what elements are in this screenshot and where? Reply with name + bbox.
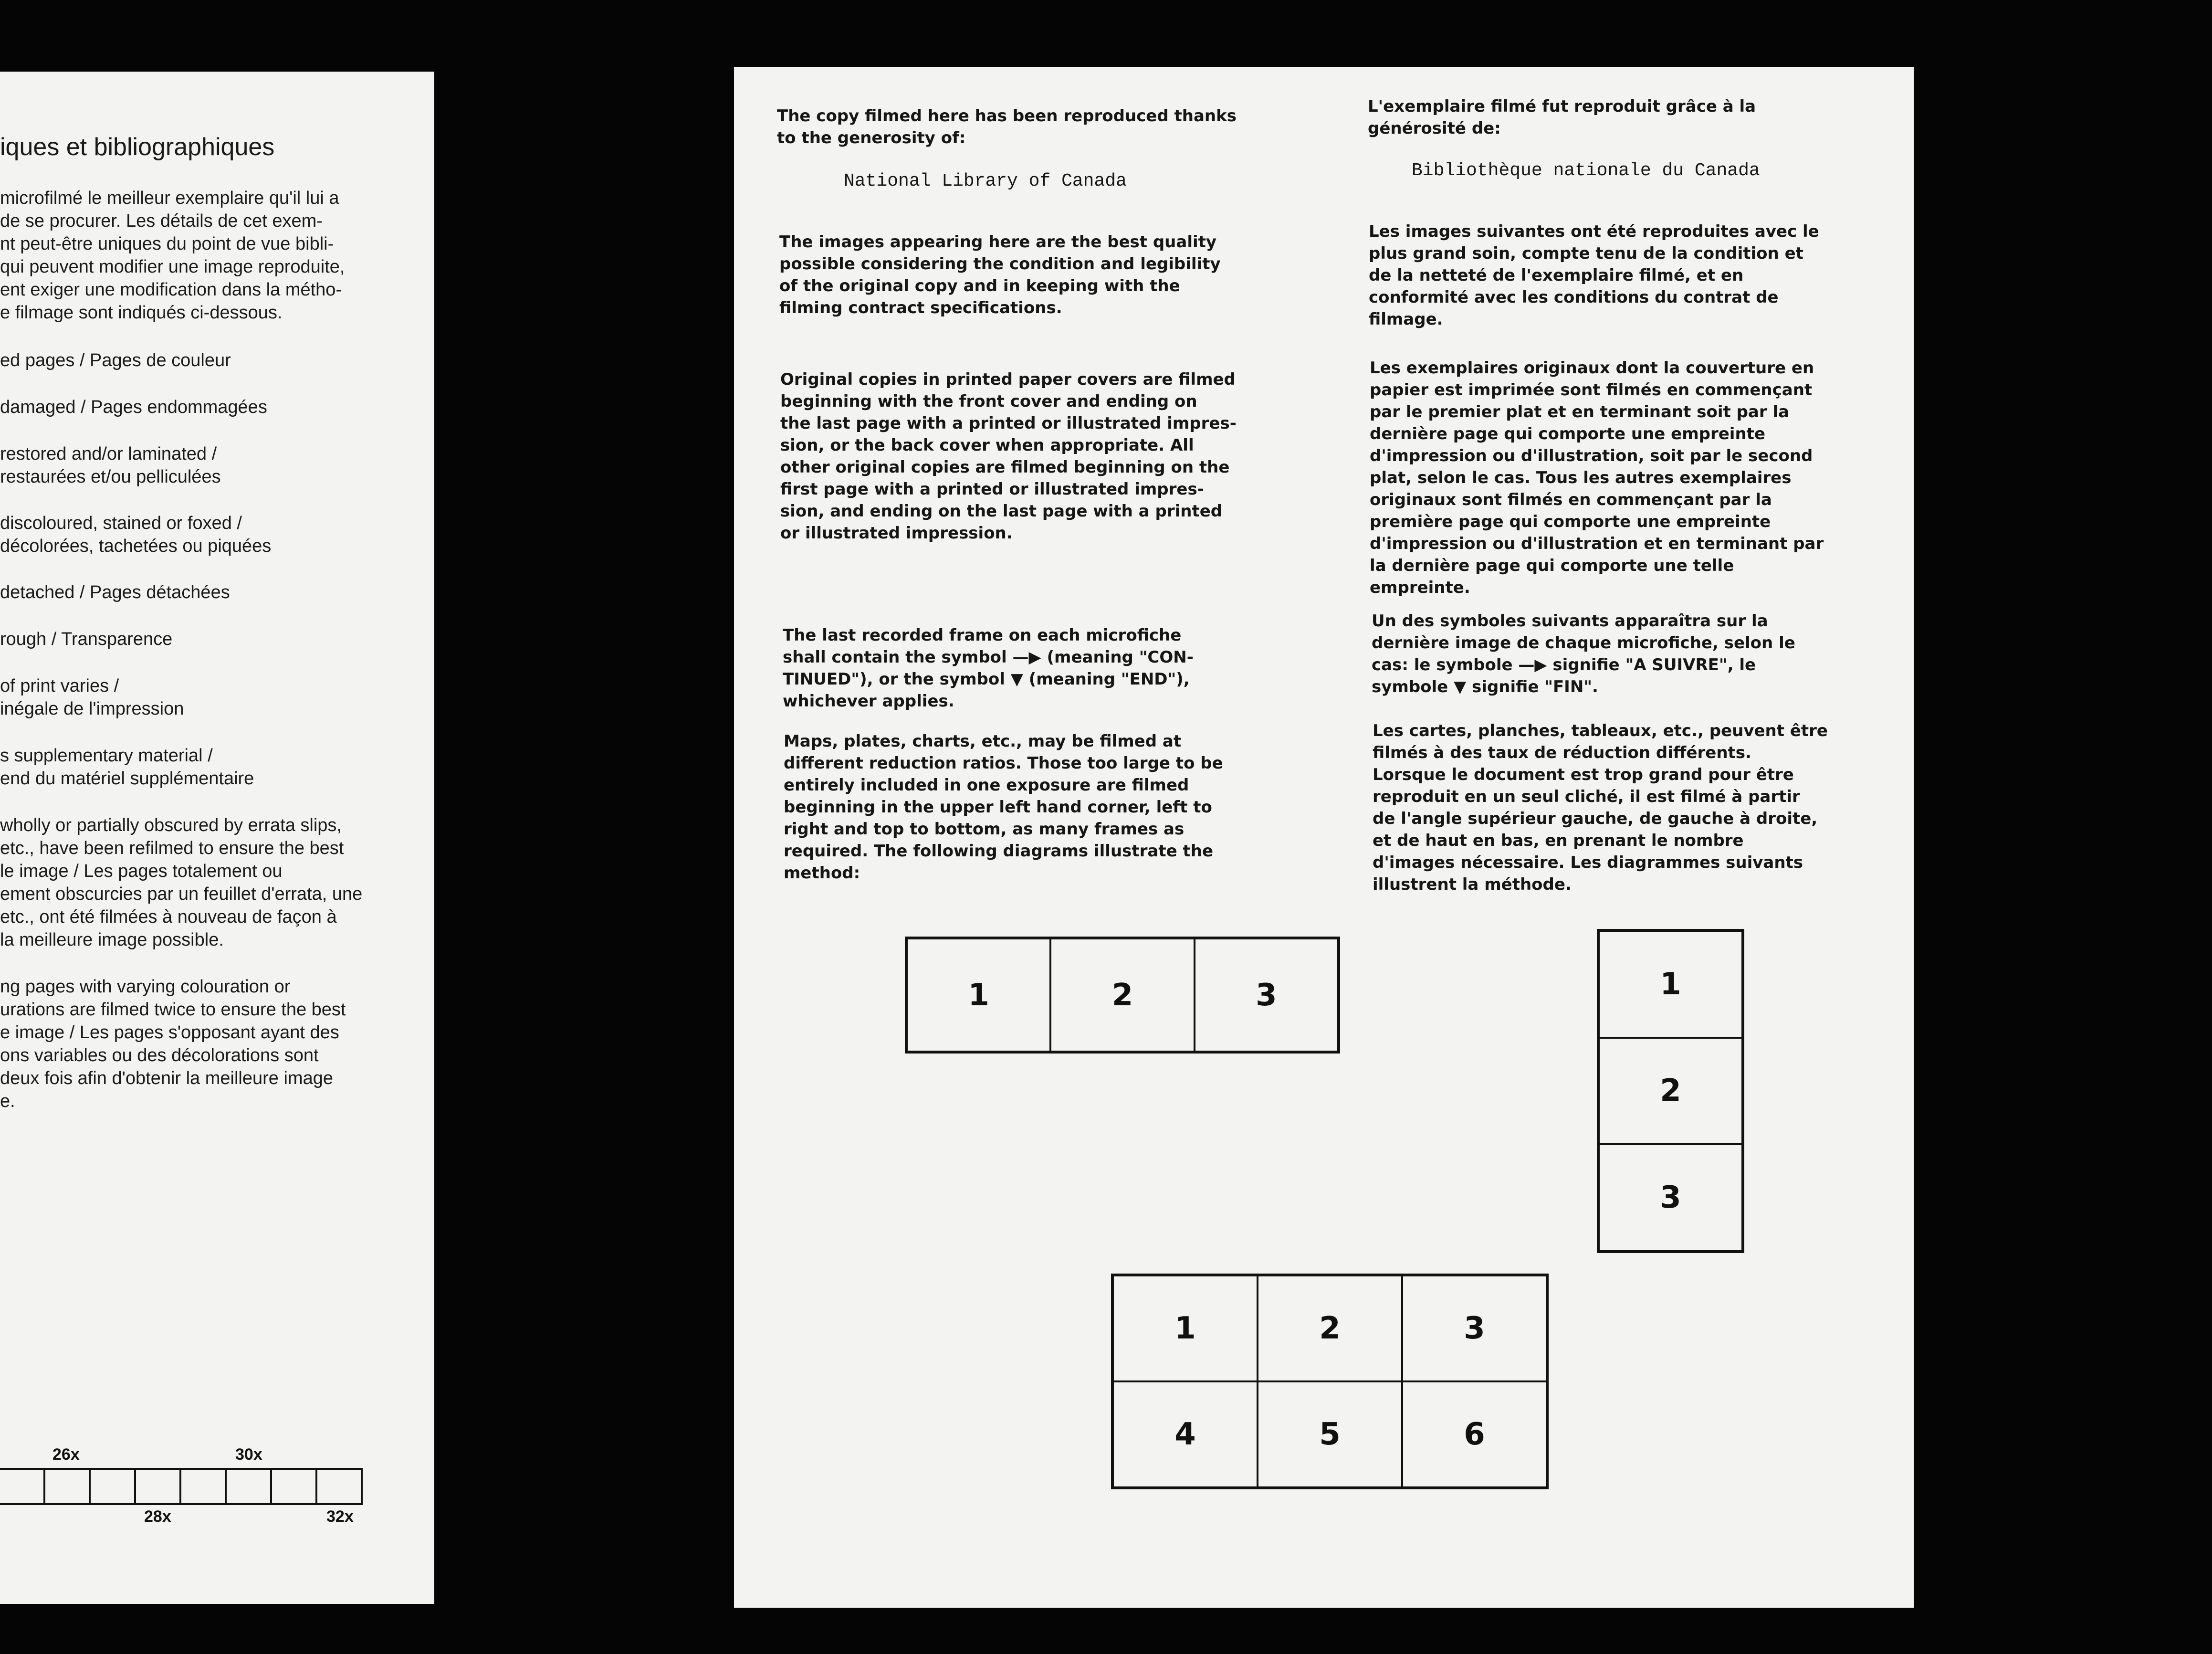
fr-thanks: L'exemplaire filmé fut reproduit grâce à la générosité de:	[1368, 97, 1756, 138]
frame-cell: 6	[1403, 1382, 1546, 1486]
item-restored-pages: restaurées et/ou pelliculées	[0, 467, 221, 487]
diagram-vertical-frames	[1597, 929, 1744, 1253]
diagram-grid-frames	[1111, 1274, 1549, 1489]
item-opposing-pages: urations are filmed twice to ensure the best	[0, 1000, 346, 1020]
frame-cell: 3	[1195, 939, 1337, 1051]
item-showthrough: rough / Transparence	[0, 629, 173, 649]
en-original-copies: Original copies in printed paper covers are filmed beginning with the front cover and ending on the last page with a printed or illustrated impres- sion, or the back cover when appropriate. All other original copies are filmed beginning on the first page with a printed or illustrated impres- sion, and ending on the last page with a printed or illustrated impression.	[780, 370, 1237, 543]
right-page	[734, 67, 1914, 1608]
fr-symbols: Un des symboles suivants apparaîtra sur la dernière image de chaque microfiche, selon le cas: le symbole —▶ signifie "A SUIVRE", le symbole ▼ signifie "FIN".	[1372, 611, 1795, 696]
item-opposing-pages: e.	[0, 1091, 15, 1111]
left-intro-line: e filmage sont indiqués ci-dessous.	[0, 303, 283, 323]
en-quality: The images appearing here are the best quality possible considering the condition and legibility of the original copy and in keeping with the filming contract specifications.	[779, 232, 1221, 317]
frame-cell: 4	[1114, 1382, 1257, 1486]
frame-cell: 3	[1600, 1145, 1741, 1250]
frame-cell: 2	[1051, 939, 1193, 1051]
item-print-quality: of print varies /	[0, 676, 119, 696]
left-page	[0, 72, 434, 1604]
en-symbols: The last recorded frame on each microfiche shall contain the symbol —▶ (meaning "CON- TINUED"), or the symbol ▼ (meaning "END"), whichever applies.	[783, 626, 1194, 711]
scale-label-26x: 26x	[52, 1445, 80, 1464]
item-obscured-pages: le image / Les pages totalement ou	[0, 861, 283, 881]
frame-cell: 1	[1114, 1276, 1257, 1380]
item-discoloured-pages: discoloured, stained or foxed /	[0, 513, 242, 533]
item-detached-pages: detached / Pages détachées	[0, 582, 230, 602]
frame-cell: 1	[908, 939, 1049, 1051]
item-opposing-pages: e image / Les pages s'opposant ayant des	[0, 1022, 339, 1043]
left-page-title: iques et bibliographiques	[0, 133, 275, 161]
item-obscured-pages: ement obscurcies par un feuillet d'errata, une	[0, 884, 363, 904]
left-intro-line: de se procurer. Les détails de cet exem-	[0, 211, 323, 231]
diagram-horizontal-frames	[905, 937, 1340, 1054]
left-intro-line: ent exiger une modification dans la métho-	[0, 280, 342, 300]
item-restored-pages: restored and/or laminated /	[0, 444, 217, 464]
item-obscured-pages: wholly or partially obscured by errata slips,	[0, 815, 342, 835]
item-discoloured-pages: décolorées, tachetées ou piquées	[0, 536, 272, 556]
item-obscured-pages: etc., ont été filmées à nouveau de façon à	[0, 907, 337, 927]
scale-label-28x: 28x	[144, 1507, 171, 1526]
item-obscured-pages: la meilleure image possible.	[0, 930, 224, 950]
left-intro-line: microfilmé le meilleur exemplaire qu'il lui a	[0, 188, 339, 208]
frame-cell: 2	[1258, 1276, 1401, 1380]
item-supplementary: end du matériel supplémentaire	[0, 769, 254, 789]
item-opposing-pages: ng pages with varying colouration or	[0, 977, 291, 997]
scale-label-32x: 32x	[326, 1507, 354, 1526]
item-opposing-pages: ons variables ou des décolorations sont	[0, 1045, 319, 1065]
en-thanks: The copy filmed here has been reproduced thanks to the generosity of:	[777, 106, 1237, 147]
frame-cell: 2	[1600, 1039, 1741, 1144]
scale-label-30x: 30x	[235, 1445, 262, 1464]
fr-quality: Les images suivantes ont été reproduites avec le plus grand soin, compte tenu de la condition et de la netteté de l'exemplaire filmé, et en conformité avec les conditions du contrat de filmage.	[1369, 222, 1819, 329]
fr-original-copies: Les exemplaires originaux dont la couverture en papier est imprimée sont filmés en commençant par le premier plat et en terminant soit par la dernière page qui comporte une empreinte d'impression ou d'illustration, soit par le second plat, selon le cas. Tous les autres exemplaires originaux sont filmés en commençant par la première page qui comporte une empreinte d'impression ou d'illustration et en terminant par la dernière page qui comporte une telle empreinte.	[1370, 358, 1824, 597]
left-intro-line: qui peuvent modifier une image reproduite,	[0, 257, 345, 277]
item-supplementary: s supplementary material /	[0, 746, 213, 766]
frame-cell: 5	[1258, 1382, 1401, 1486]
reduction-scale	[0, 1468, 363, 1505]
fr-library-name: Bibliothèque nationale du Canada	[1412, 160, 1760, 181]
en-maps: Maps, plates, charts, etc., may be filmed at different reduction ratios. Those too large to be entirely included in one exposure are filmed beginning in the upper left hand corner, left to right and top to bottom, as many frames as required. The following diagrams illustrate the method:	[784, 732, 1223, 883]
frame-cell: 1	[1600, 932, 1741, 1037]
en-library-name: National Library of Canada	[844, 171, 1127, 191]
item-coloured-pages: ed pages / Pages de couleur	[0, 350, 231, 370]
item-opposing-pages: deux fois afin d'obtenir la meilleure image	[0, 1068, 333, 1088]
frame-cell: 3	[1403, 1276, 1546, 1380]
item-print-quality: inégale de l'impression	[0, 699, 184, 719]
left-intro-line: nt peut-être uniques du point de vue bibli-	[0, 234, 334, 254]
fr-maps: Les cartes, planches, tableaux, etc., peuvent être filmés à des taux de réduction différents. Lorsque le document est trop grand pour être reproduit en un seul cliché, il est filmé à partir de l'angle supérieur gauche, de gauche à droite, et de haut en bas, en prenant le nombre d'images nécessaire. Les diagrammes suivants illustrent la méthode.	[1373, 721, 1828, 894]
item-damaged-pages: damaged / Pages endommagées	[0, 397, 267, 417]
item-obscured-pages: etc., have been refilmed to ensure the best	[0, 838, 344, 858]
